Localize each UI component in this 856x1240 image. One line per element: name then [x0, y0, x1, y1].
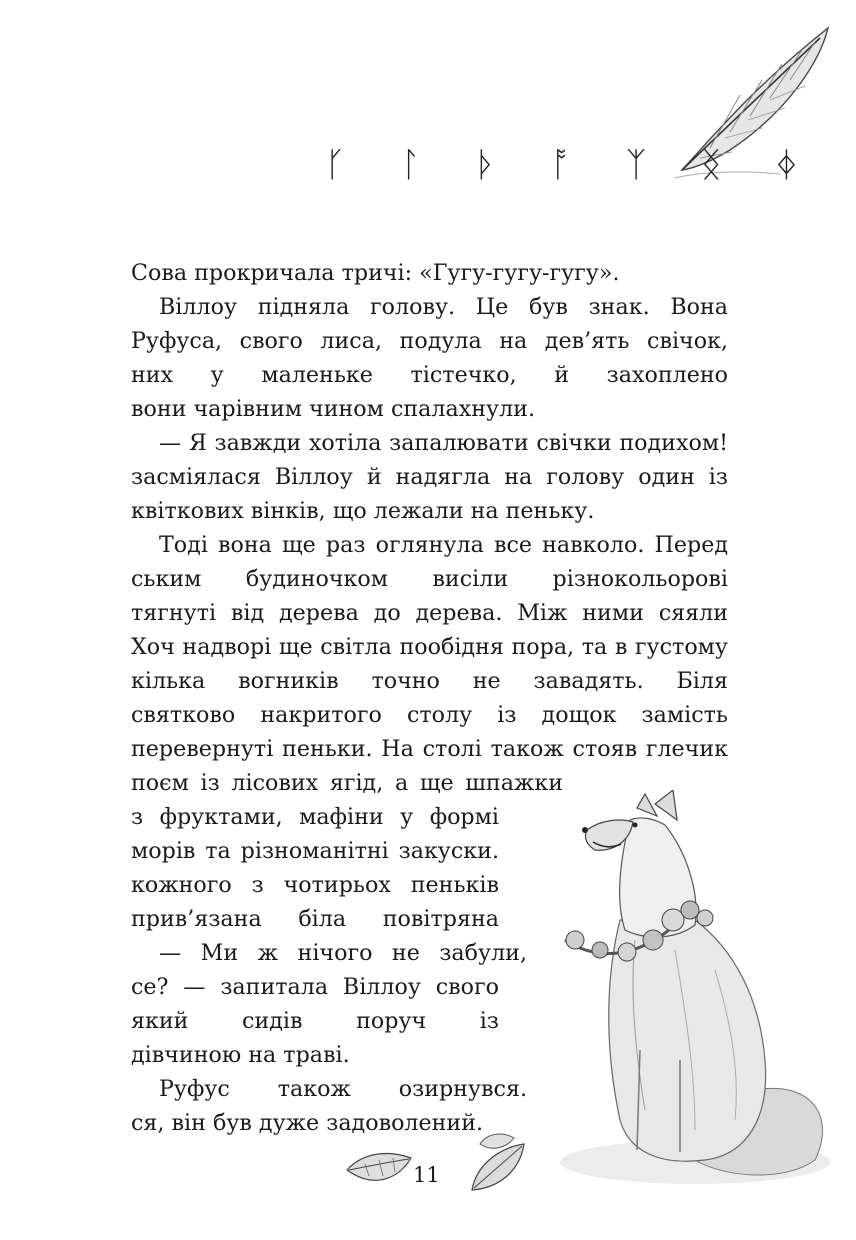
- fox-illustration: [545, 790, 835, 1190]
- text-line: прив’язана біла повітряна: [131, 906, 499, 932]
- leaf-illustration: [345, 1148, 415, 1193]
- text-line: квіткових вінків, що лежали на пеньку.: [131, 498, 595, 524]
- text-line: засміялася Віллоу й надягла на голову один із: [131, 464, 728, 490]
- text-line: се? — запитала Віллоу свого: [131, 974, 499, 1000]
- text-line: ся, він був дуже задоволений.: [131, 1110, 484, 1136]
- rune-header: ᚴ ᛚ ᚦ ᚩ ᛉ ᛝ ᛄ: [325, 145, 819, 185]
- text-line: Руфус також озирнувся.: [159, 1076, 527, 1102]
- page-number: 11: [413, 1163, 440, 1187]
- text-line: святково накритого столу із дощок замість: [131, 702, 728, 728]
- text-line: — Ми ж нічого не забули,: [159, 940, 527, 966]
- text-line: — Я завжди хотіла запалювати свічки подихом!: [159, 430, 728, 456]
- text-line: вони чарівним чином спалахнули.: [131, 396, 536, 422]
- text-line: кожного з чотирьох пеньків: [131, 872, 499, 898]
- text-line: дівчиною на траві.: [131, 1042, 350, 1068]
- text-line: них у маленьке тістечко, й захоплено: [131, 362, 728, 388]
- text-line: Віллоу підняла голову. Це був знак. Вона: [159, 294, 728, 320]
- text-line: ським будиночком висіли різнокольорові: [131, 566, 728, 592]
- text-line: Хоч надворі ще світла пообідня пора, та в густому: [131, 634, 728, 660]
- text-line: тягнуті від дерева до дерева. Між ними сяяли: [131, 600, 728, 626]
- leaf-illustration: [468, 1140, 528, 1195]
- text-line: який сидів поруч із: [131, 1008, 499, 1034]
- text-line: перевернуті пеньки. На столі також стояв глечик: [131, 736, 728, 762]
- text-line: Тоді вона ще раз оглянула все навколо. Перед: [159, 532, 728, 558]
- text-line: Руфуса, свого лиса, подула на дев’ять свічок,: [131, 328, 728, 354]
- text-line: кілька вогників точно не завадять. Біля: [131, 668, 728, 694]
- text-line: з фруктами, мафіни у формі: [131, 804, 499, 830]
- text-line: поєм із лісових ягід, а ще шпажки: [131, 770, 563, 796]
- text-line: морів та різноманітні закуски.: [131, 838, 499, 864]
- text-line: Сова прокричала тричі: «Гугу-гугу-гугу».: [131, 260, 620, 286]
